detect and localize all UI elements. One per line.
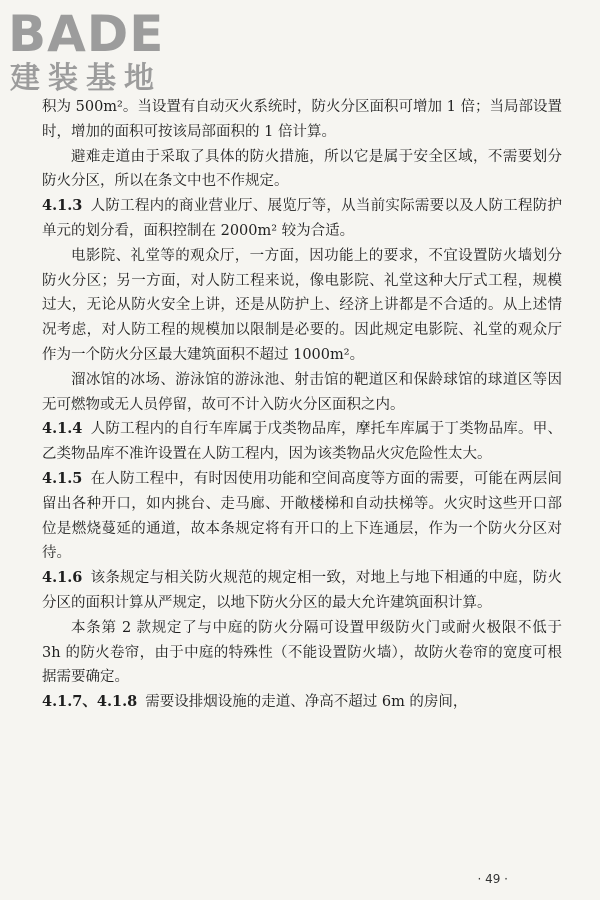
paragraph [42,616,562,690]
paragraph-text: 在人防工程中，有时因使用功能和空间高度等方面的需要，可能在两层间留出各种开口，如内挑台、走马廊、开敞楼梯和自动扶梯等。火灾时这些开口部位是燃烧蔓延的通道，故本条规定将有开口的上下连通层，作为一个防火分区对待。 [42,470,562,562]
watermark-logo [8,4,188,99]
paragraph-text: 避难走道由于采取了具体的防火措施，所以它是属于安全区域，不需要划分防火分区，所以在条文中也不作规定。 [42,148,562,190]
clause-number: 4.1.3 [42,197,83,215]
paragraph [42,95,562,145]
clause-paragraph [42,417,562,467]
paragraph-text: 人防工程内的自行车库属于戊类物品库，摩托车库属于丁类物品库。甲、乙类物品库不准许设置在人防工程内，因为该类物品火灾危险性太大。 [42,421,562,463]
logo-wordmark: BADE [8,5,165,63]
clause-paragraph [42,467,562,566]
clause-number: 4.1.4 [42,420,83,438]
clause-paragraph [42,690,562,715]
paragraph-text: 人防工程内的商业营业厅、展览厅等，从当前实际需要以及人防工程防护单元的划分看，面积控制在 2000m² 较为合适。 [42,198,562,239]
paragraph [42,145,562,195]
clause-paragraph [42,194,562,244]
clause-number: 4.1.7、4.1.8 [42,693,138,711]
paragraph-text: 电影院、礼堂等的观众厅，一方面，因功能上的要求，不宜设置防火墙划分防火分区；另一方面，对人防工程来说，像电影院、礼堂这种大厅式工程，规模过大，无论从防火安全上讲，还是从防护上、经济上讲都是不合适的。从上述情况考虑，对人防工程的规模加以限制是必要的。因此规定电影院、礼堂的观众厅作为一个防火分区最大建筑面积不超过 1000m²。 [42,247,562,363]
page-body [42,95,562,715]
clause-paragraph [42,566,562,616]
logo-subtitle: 建装基地 [10,61,162,96]
page-number: · 49 · [477,872,508,886]
paragraph-text: 需要设排烟设施的走道、净高不超过 6m 的房间， [145,694,468,711]
paragraph-text: 该条规定与相关防火规范的规定相一致，对地上与地下相通的中庭，防火分区的面积计算从严规定，以地下防火分区的最大允许建筑面积计算。 [42,570,562,611]
paragraph-text: 溜冰馆的冰场、游泳馆的游泳池、射击馆的靶道区和保龄球馆的球道区等因无可燃物或无人员停留，故可不计入防火分区面积之内。 [42,371,562,413]
paragraph-text: 本条第 2 款规定了与中庭的防火分隔可设置甲级防火门或耐火极限不低于 3h 的防火卷帘，由于中庭的特殊性（不能设置防火墙），故防火卷帘的宽度可根据需要确定。 [42,619,562,686]
paragraph-text: 积为 500m²。当设置有自动灭火系统时，防火分区面积可增加 1 倍；当局部设置时，增加的面积可按该局部面积的 1 倍计算。 [42,99,562,140]
paragraph [42,244,562,368]
paragraph [42,368,562,418]
clause-number: 4.1.6 [42,569,83,587]
clause-number: 4.1.5 [42,469,83,487]
